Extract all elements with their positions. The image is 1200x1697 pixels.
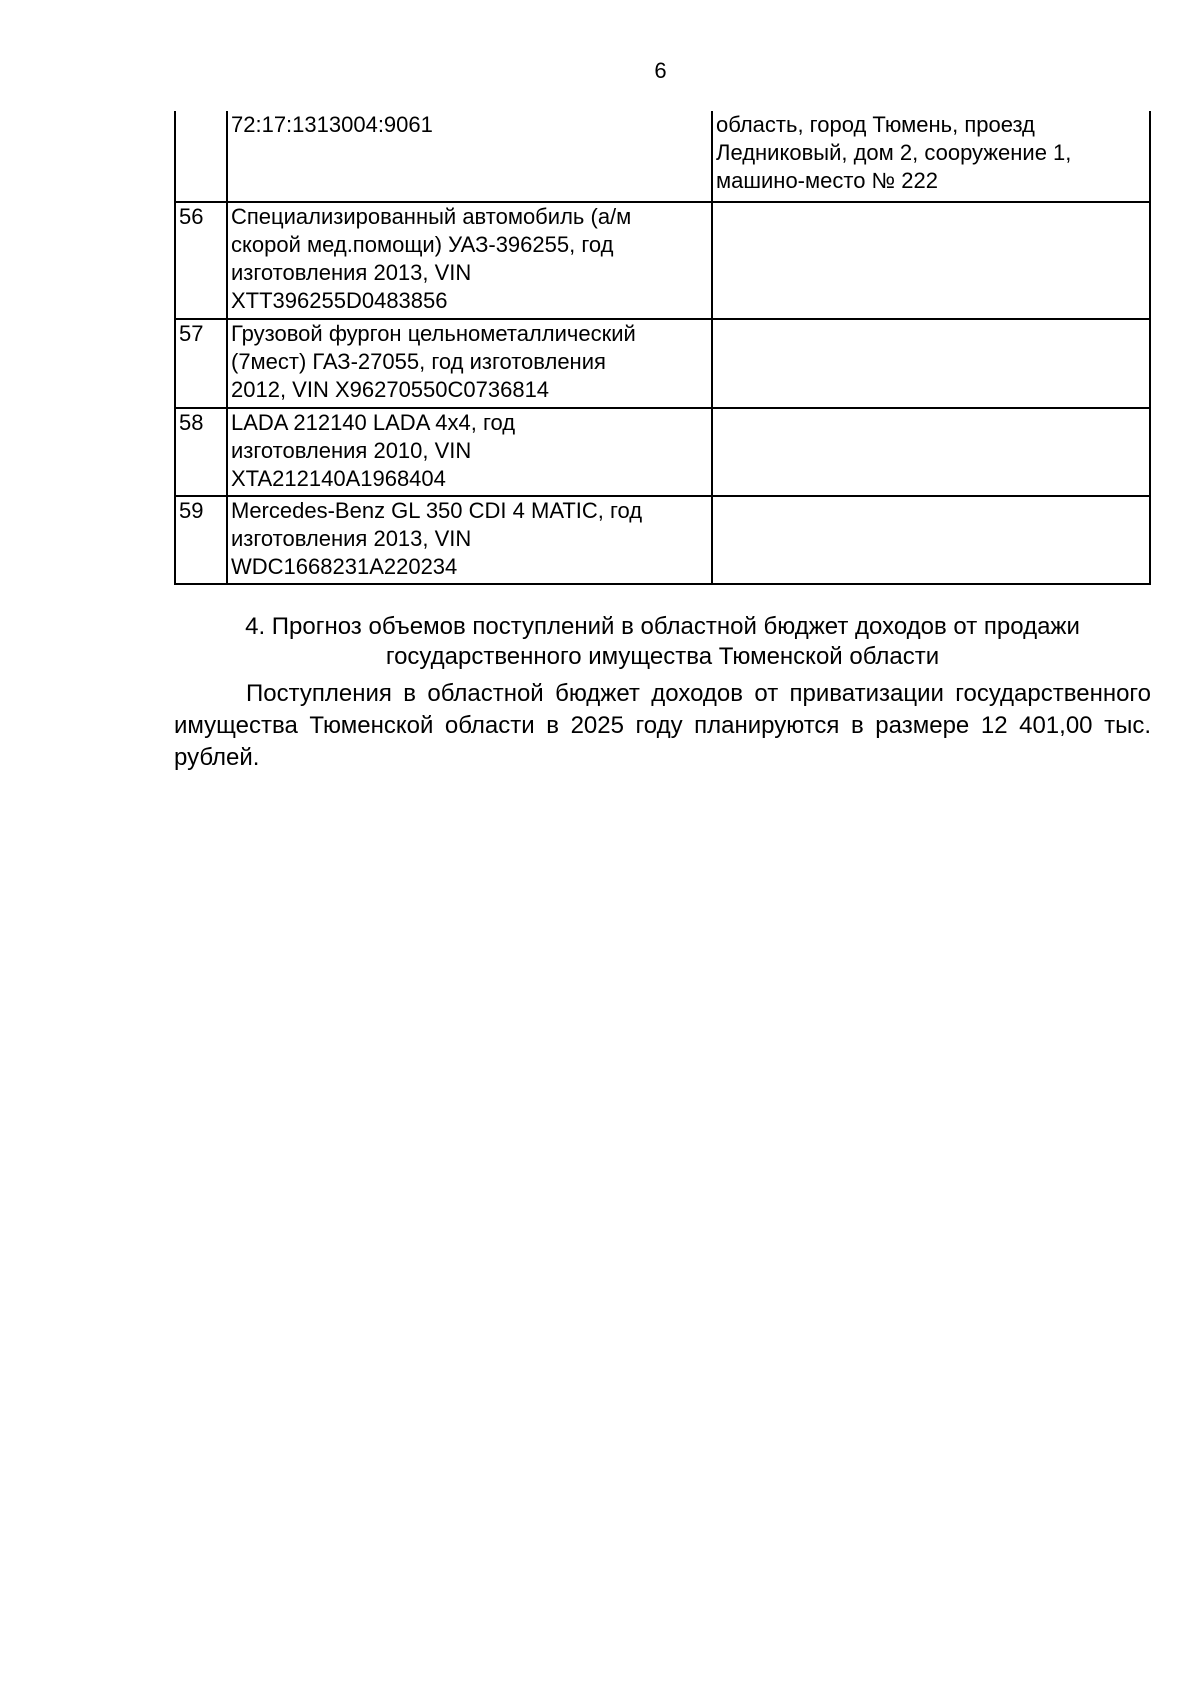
item-address-cell: [712, 496, 1150, 584]
row-number-cell: [175, 111, 227, 202]
property-table: [174, 111, 1151, 585]
table-row: [175, 319, 1150, 408]
row-number-cell: 59: [175, 496, 227, 584]
row-number-cell: 57: [175, 319, 227, 408]
forecast-section: [174, 612, 1151, 774]
item-name-cell: Грузовой фургон цельнометаллический (7мест) ГАЗ-27055, год изготовления 2012, VIN X96270550C0736814: [227, 319, 712, 408]
item-name-cell: 72:17:1313004:9061: [227, 111, 712, 202]
table-row: [175, 202, 1150, 319]
table-row: [175, 408, 1150, 496]
section-heading: 4. Прогноз объемов поступлений в областной бюджет доходов от продажи государственного имущества Тюменской области: [245, 613, 1080, 670]
item-address-cell: [712, 202, 1150, 319]
item-name-cell: LADA 212140 LADA 4x4, год изготовления 2010, VIN XTA212140A1968404: [227, 408, 712, 496]
table-row: [175, 496, 1150, 584]
page-number: 6: [654, 58, 667, 83]
item-address-cell: [712, 408, 1150, 496]
item-address-cell: область, город Тюмень, проезд Ледниковый, дом 2, сооружение 1, машино-место № 222: [712, 111, 1150, 202]
item-address-cell: [712, 319, 1150, 408]
item-name-cell: Специализированный автомобиль (а/м скорой мед.помощи) УАЗ-396255, год изготовления 2013, VIN XTT396255D0483856: [227, 202, 712, 319]
item-name-cell: Mercedes-Benz GL 350 CDI 4 MATIC, год изготовления 2013, VIN WDC1668231A220234: [227, 496, 712, 584]
section-paragraph: Поступления в областной бюджет доходов от приватизации государственного имущества Тюменской области в 2025 году планируются в размере 12 401,00 тыс. рублей.: [174, 680, 1151, 771]
row-number-cell: 56: [175, 202, 227, 319]
table-row: [175, 111, 1150, 202]
row-number-cell: 58: [175, 408, 227, 496]
